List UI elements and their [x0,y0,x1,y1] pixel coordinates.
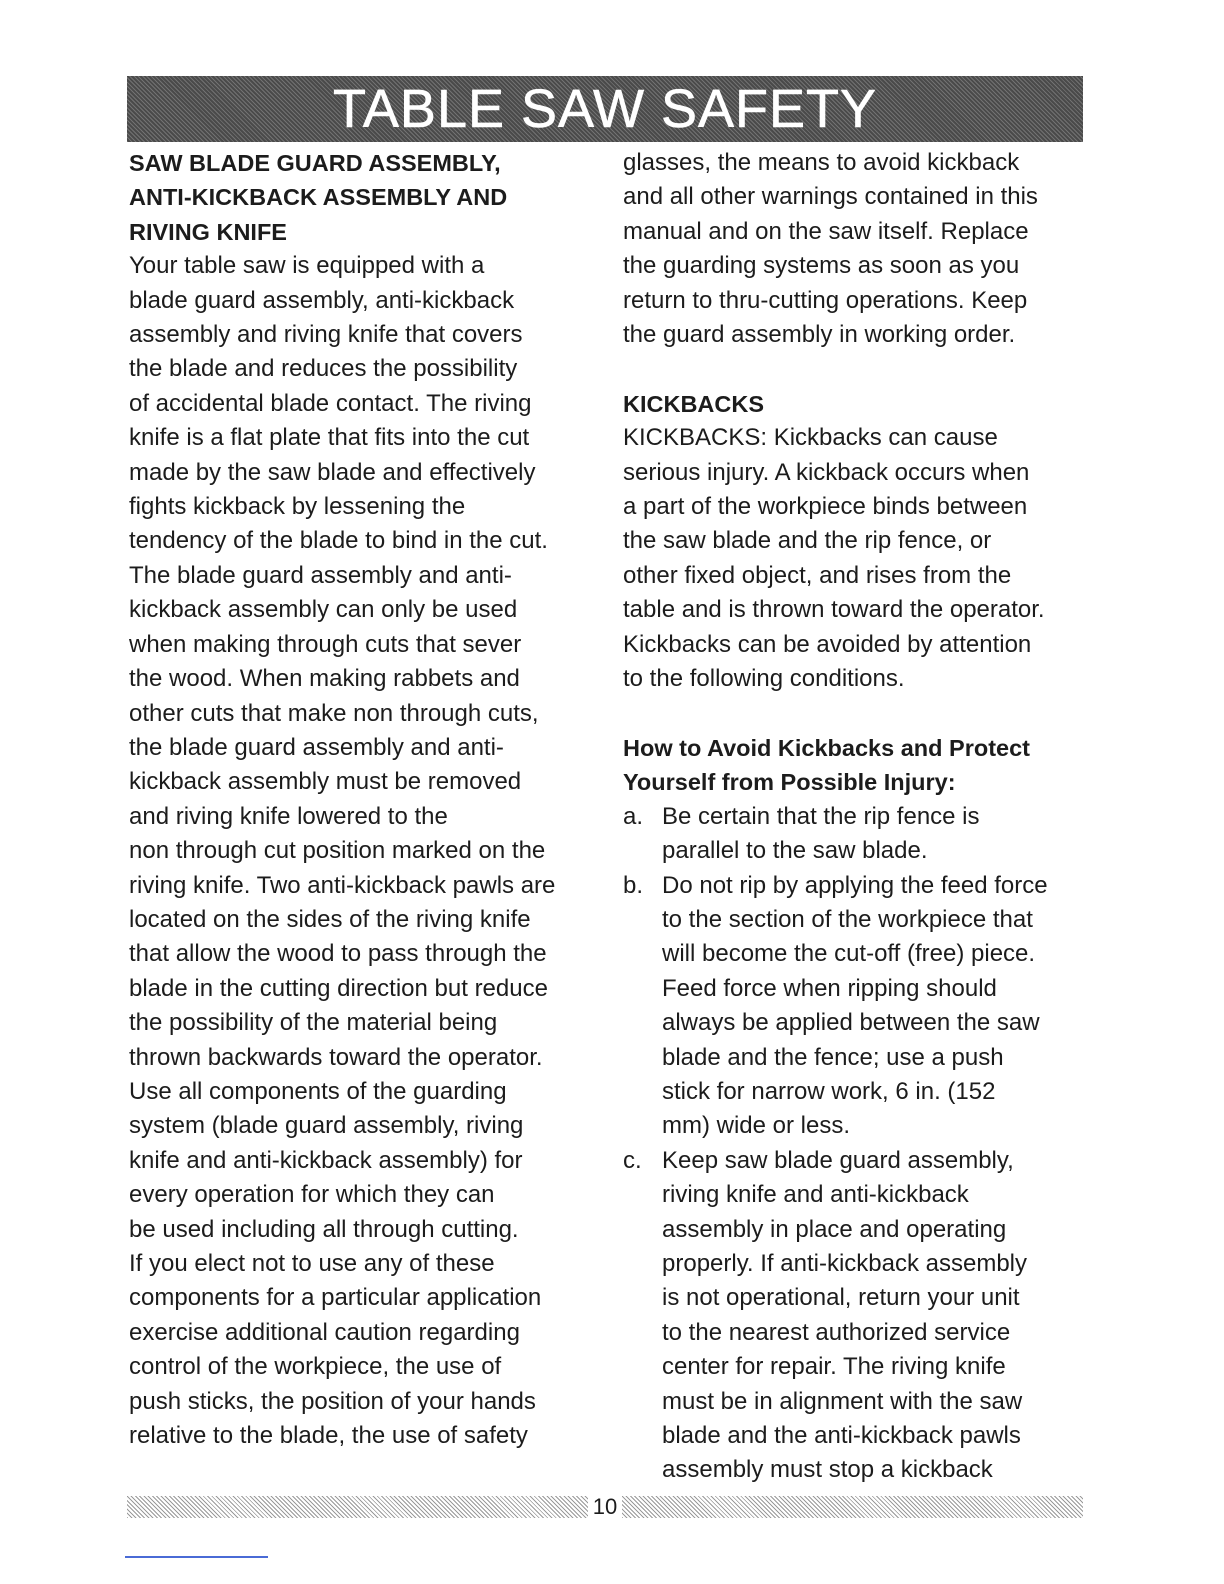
body-line: to the nearest authorized service [662,1318,1011,1346]
heading-line: SAW BLADE GUARD ASSEMBLY, [129,150,501,176]
footer-rule-left [127,1496,588,1518]
body-line: to the following conditions. [623,665,905,693]
kickbacks-body [623,421,1093,696]
body-line: Feed force when ripping should [662,974,997,1002]
list-marker: b. [623,871,644,899]
body-line: be used including all through cutting. [129,1215,519,1243]
heading-line: ANTI-KICKBACK ASSEMBLY AND [129,184,508,211]
body-line: relative to the blade, the use of safety [129,1422,528,1450]
body-line: to the section of the workpiece that [662,905,1033,933]
body-line: mm) wide or less. [662,1112,851,1140]
body-line: assembly in place and operating [662,1215,1007,1243]
section-banner [127,76,1083,142]
body-line: system (blade guard assembly, riving [129,1112,524,1140]
body-line: exercise additional caution regarding [129,1318,520,1346]
page-number: 10 [592,1494,618,1519]
body-line: other cuts that make non through cuts, [129,699,539,727]
body-line: that allow the wood to pass through the [129,940,547,968]
body-line: of accidental blade contact. The riving [129,389,532,417]
body-line: and riving knife lowered to the [129,802,448,830]
body-line: serious injury. A kickback occurs when [623,458,1030,486]
avoid-kickbacks-heading [623,731,1093,800]
saw-blade-guard-body [129,249,599,1453]
body-line: properly. If anti-kickback assembly [662,1249,1028,1277]
body-line: return to thru-cutting operations. Keep [623,286,1028,314]
paragraph-gap [623,696,1093,730]
saw-blade-guard-heading [129,146,599,249]
body-line: blade and the fence; use a push [662,1043,1004,1071]
body-line: knife is a flat plate that fits into the cut [129,424,530,452]
heading-line: Yourself from Possible Injury: [623,769,956,796]
body-line: is not operational, return your unit [662,1284,1020,1312]
body-line: Your table saw is equipped with a [129,252,485,280]
body-line: kickback assembly can only be used [129,596,518,624]
kickbacks-heading: KICKBACKS [623,390,764,417]
body-line: the saw blade and the rip fence, or [623,527,992,555]
body-line: KICKBACKS: Kickbacks can cause [623,424,998,452]
body-line: non through cut position marked on the [129,837,546,865]
banner-title: TABLE SAW SAFETY [332,79,878,139]
body-line: a part of the workpiece binds between [623,493,1028,521]
body-line: Kickbacks can be avoided by attention [623,630,1032,658]
body-line: located on the sides of the riving knife [129,905,531,933]
body-line: and all other warnings contained in this [623,183,1038,211]
list-item [623,869,1093,1144]
body-line: Keep saw blade guard assembly, [662,1146,1014,1174]
heading-line: How to Avoid Kickbacks and Protect [623,734,1030,761]
body-line: Be certain that the rip fence is [662,802,980,830]
body-line: Use all components of the guarding [129,1077,507,1105]
body-line: blade and the anti-kickback pawls [662,1422,1021,1449]
body-line: assembly must stop a kickback [662,1456,993,1484]
footer-rule-right [622,1496,1083,1518]
body-line: the guard assembly in working order. [623,321,1016,349]
body-line: will become the cut-off (free) piece. [662,940,1036,968]
body-line: thrown backwards toward the operator. [129,1043,543,1071]
list-marker: c. [623,1146,642,1174]
body-line: table and is thrown toward the operator. [623,596,1045,624]
body-line: kickback assembly must be removed [129,768,522,796]
body-line: made by the saw blade and effectively [129,458,536,486]
heading-line: RIVING KNIFE [129,218,287,245]
body-line: riving knife and anti-kickback [662,1181,969,1209]
body-line: tendency of the blade to bind in the cut. [129,527,548,555]
page-footer [127,1494,1083,1520]
body-line: the guarding systems as soon as you [623,252,1020,280]
body-line: fights kickback by lessening the [129,493,466,521]
body-line: Do not rip by applying the feed force [662,871,1048,899]
body-line: control of the workpiece, the use of [129,1353,502,1381]
right-column [623,146,1093,1488]
list-marker: a. [623,802,644,830]
body-line: when making through cuts that sever [129,630,522,658]
continued-paragraph [623,146,1093,352]
body-line: If you elect not to use any of these [129,1250,495,1277]
body-line: blade in the cutting direction but reduce [129,974,548,1002]
body-line: center for repair. The riving knife [662,1353,1006,1381]
body-line: the possibility of the material being [129,1009,498,1037]
list-item [623,800,1093,869]
body-line: every operation for which they can [129,1181,495,1209]
body-line: other fixed object, and rises from the [623,561,1012,589]
body-line: the wood. When making rabbets and [129,665,520,693]
body-line: push sticks, the position of your hands [129,1387,536,1415]
body-line: riving knife. Two anti-kickback pawls are [129,871,556,899]
body-line: glasses, the means to avoid kickback [623,149,1020,176]
body-line: parallel to the saw blade. [662,837,928,865]
body-line: assembly and riving knife that covers [129,321,523,349]
body-line: stick for narrow work, 6 in. (152 [662,1077,996,1105]
paragraph-gap [623,352,1093,386]
corner-mark-line [125,1556,268,1558]
body-line: The blade guard assembly and anti- [129,561,512,589]
left-column [129,146,599,1453]
body-line: knife and anti-kickback assembly) for [129,1146,523,1174]
list-item [623,1144,1093,1488]
body-line: components for a particular application [129,1284,542,1312]
body-line: always be applied between the saw [662,1009,1040,1037]
body-line: the blade and reduces the possibility [129,355,518,383]
body-line: the blade guard assembly and anti- [129,733,504,761]
body-line: blade guard assembly, anti-kickback [129,286,515,314]
body-line: must be in alignment with the saw [662,1387,1023,1415]
body-line: manual and on the saw itself. Replace [623,217,1029,245]
